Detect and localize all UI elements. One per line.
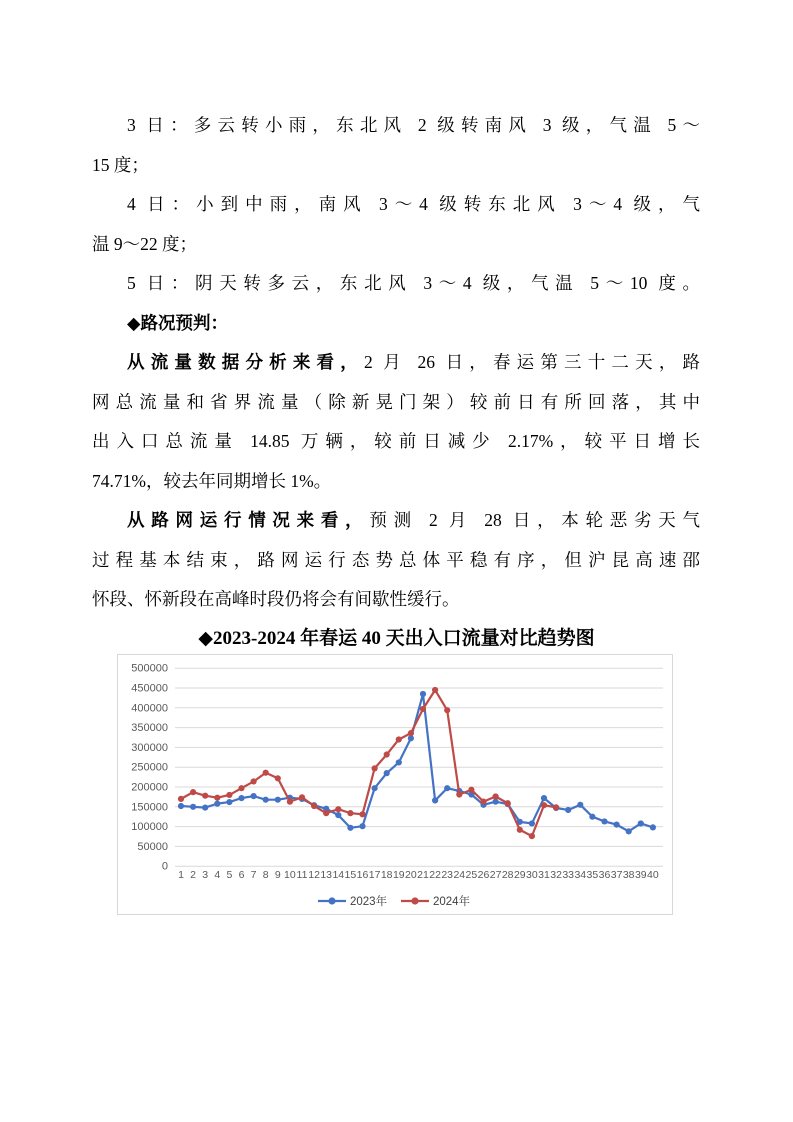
x-axis-tick-label: 9 bbox=[274, 869, 281, 881]
y-axis-tick-label: 500000 bbox=[131, 662, 168, 675]
text-segment: 3 日：多云转小雨，东北风 2 级转南风 3 级，气温 5～ bbox=[127, 115, 700, 135]
text-segment: 5 日：阴天转多云，东北风 3～4 级，气温 5～10 度。 bbox=[127, 273, 700, 293]
text-line bbox=[92, 146, 700, 186]
series-marker-2023年 bbox=[626, 828, 632, 834]
x-axis-tick-label: 24 bbox=[453, 869, 466, 881]
series-marker-2023年 bbox=[238, 795, 244, 801]
series-marker-2024年 bbox=[541, 802, 547, 808]
x-axis-tick-label: 18 bbox=[380, 869, 393, 881]
series-marker-2024年 bbox=[287, 799, 293, 805]
text-segment-bold: ◆路况预判： bbox=[127, 312, 228, 333]
series-marker-2023年 bbox=[335, 812, 341, 818]
text-line bbox=[92, 185, 700, 225]
x-axis-tick-label: 25 bbox=[465, 869, 478, 881]
series-marker-2024年 bbox=[517, 827, 523, 833]
text-line bbox=[92, 106, 700, 146]
legend-label-2024年: 2024年 bbox=[433, 896, 471, 908]
x-axis-tick-label: 30 bbox=[526, 869, 538, 881]
text-segment: 74.71%，较去年同期增长 1%。 bbox=[92, 470, 332, 491]
series-marker-2024年 bbox=[384, 751, 390, 757]
series-marker-2024年 bbox=[190, 789, 196, 795]
x-axis-tick-label: 26 bbox=[477, 869, 490, 881]
series-marker-2024年 bbox=[493, 793, 499, 799]
x-axis-tick-label: 20 bbox=[405, 869, 417, 881]
series-marker-2024年 bbox=[444, 707, 450, 713]
x-axis-tick-label: 7 bbox=[250, 869, 257, 881]
series-marker-2023年 bbox=[444, 785, 450, 791]
x-axis-tick-label: 10 bbox=[284, 869, 296, 881]
series-marker-2024年 bbox=[226, 792, 232, 798]
series-marker-2023年 bbox=[202, 804, 208, 810]
x-axis-tick-label: 34 bbox=[574, 869, 587, 881]
text-line bbox=[92, 264, 700, 304]
y-axis-tick-label: 0 bbox=[161, 860, 168, 873]
series-marker-2023年 bbox=[601, 818, 607, 824]
series-marker-2024年 bbox=[214, 795, 220, 801]
series-marker-2023年 bbox=[577, 802, 583, 808]
series-marker-2024年 bbox=[178, 796, 184, 802]
text-line bbox=[92, 501, 700, 541]
series-marker-2024年 bbox=[202, 793, 208, 799]
x-axis-tick-label: 22 bbox=[429, 869, 441, 881]
series-marker-2023年 bbox=[384, 770, 390, 776]
text-segment: 温 9～22 度； bbox=[92, 233, 197, 254]
x-axis-tick-label: 19 bbox=[392, 869, 405, 881]
series-marker-2023年 bbox=[347, 825, 353, 831]
series-marker-2023年 bbox=[178, 803, 184, 809]
series-line-2024年 bbox=[181, 690, 556, 836]
y-axis-tick-label: 100000 bbox=[131, 821, 168, 834]
series-marker-2023年 bbox=[275, 797, 281, 803]
y-axis-tick-label: 450000 bbox=[131, 682, 168, 695]
series-marker-2023年 bbox=[565, 807, 571, 813]
y-axis-tick-label: 250000 bbox=[131, 761, 168, 774]
series-marker-2023年 bbox=[359, 823, 365, 829]
x-axis-tick-label: 4 bbox=[214, 869, 221, 881]
x-axis-tick-label: 2 bbox=[190, 869, 197, 881]
text-line bbox=[92, 304, 700, 344]
text-segment: 2 月 26 日，春运第三十二天，路 bbox=[363, 352, 701, 372]
x-axis-tick-label: 21 bbox=[417, 869, 429, 881]
chart-svg bbox=[118, 655, 672, 914]
x-axis-tick-label: 13 bbox=[320, 869, 333, 881]
series-marker-2024年 bbox=[456, 791, 462, 797]
x-axis-tick-label: 12 bbox=[308, 869, 320, 881]
x-axis-tick-label: 29 bbox=[513, 869, 526, 881]
series-marker-2024年 bbox=[347, 810, 353, 816]
x-axis-tick-label: 14 bbox=[332, 869, 345, 881]
series-marker-2024年 bbox=[311, 803, 317, 809]
y-axis-tick-label: 300000 bbox=[131, 741, 168, 754]
x-axis-tick-label: 11 bbox=[296, 869, 308, 881]
x-axis-tick-label: 33 bbox=[562, 869, 575, 881]
y-axis-tick-label: 200000 bbox=[131, 781, 168, 794]
x-axis-tick-label: 6 bbox=[238, 869, 245, 881]
text-line bbox=[92, 343, 700, 383]
series-marker-2023年 bbox=[589, 814, 595, 820]
legend-marker-dot-2024年 bbox=[411, 897, 418, 904]
series-marker-2023年 bbox=[650, 824, 656, 830]
series-marker-2023年 bbox=[541, 795, 547, 801]
series-marker-2023年 bbox=[190, 804, 196, 810]
series-marker-2023年 bbox=[214, 801, 220, 807]
series-marker-2024年 bbox=[480, 799, 486, 805]
traffic-trend-chart bbox=[117, 654, 673, 915]
x-axis-tick-label: 38 bbox=[622, 869, 635, 881]
y-axis-tick-label: 400000 bbox=[131, 702, 168, 715]
text-line bbox=[92, 383, 700, 423]
series-marker-2023年 bbox=[251, 793, 257, 799]
x-axis-tick-label: 17 bbox=[368, 869, 381, 881]
series-line-2023年 bbox=[181, 694, 653, 831]
series-marker-2024年 bbox=[505, 800, 511, 806]
series-marker-2023年 bbox=[638, 820, 644, 826]
series-marker-2024年 bbox=[553, 804, 559, 810]
x-axis-tick-label: 28 bbox=[501, 869, 514, 881]
series-marker-2024年 bbox=[432, 687, 438, 693]
x-axis-tick-label: 27 bbox=[489, 869, 502, 881]
text-segment: 过程基本结束，路网运行态势总体平稳有序，但沪昆高速邵 bbox=[92, 549, 700, 570]
x-axis-tick-label: 35 bbox=[586, 869, 599, 881]
series-marker-2024年 bbox=[335, 806, 341, 812]
series-marker-2024年 bbox=[275, 775, 281, 781]
x-axis-tick-label: 31 bbox=[538, 869, 550, 881]
x-axis-tick-label: 16 bbox=[356, 869, 369, 881]
series-marker-2024年 bbox=[408, 730, 414, 736]
text-segment: 出入口总流量 14.85 万辆，较前日减少 2.17%，较平日增长 bbox=[92, 431, 700, 451]
legend-marker-dot-2023年 bbox=[328, 897, 335, 904]
series-marker-2023年 bbox=[372, 785, 378, 791]
text-segment: 4 日：小到中雨，南风 3～4 级转东北风 3～4 级，气 bbox=[127, 194, 700, 214]
x-axis-tick-label: 32 bbox=[550, 869, 562, 881]
text-segment-bold: 从流量数据分析来看， bbox=[127, 352, 364, 372]
document-lines bbox=[92, 106, 700, 620]
series-marker-2024年 bbox=[396, 736, 402, 742]
x-axis-tick-label: 15 bbox=[344, 869, 357, 881]
x-axis-tick-label: 40 bbox=[647, 869, 659, 881]
text-line bbox=[92, 422, 700, 462]
series-marker-2023年 bbox=[263, 797, 269, 803]
series-marker-2023年 bbox=[396, 759, 402, 765]
series-marker-2023年 bbox=[529, 820, 535, 826]
text-segment: 15 度； bbox=[92, 154, 149, 175]
series-marker-2024年 bbox=[251, 778, 257, 784]
series-marker-2023年 bbox=[420, 691, 426, 697]
text-segment: 网总流量和省界流量（除新晃门架）较前日有所回落，其中 bbox=[92, 391, 700, 412]
y-axis-tick-label: 150000 bbox=[131, 801, 168, 814]
series-marker-2024年 bbox=[372, 765, 378, 771]
text-line bbox=[92, 225, 700, 265]
series-marker-2024年 bbox=[238, 785, 244, 791]
x-axis-tick-label: 37 bbox=[610, 869, 623, 881]
series-marker-2023年 bbox=[432, 797, 438, 803]
series-marker-2024年 bbox=[263, 770, 269, 776]
x-axis-tick-label: 5 bbox=[226, 869, 233, 881]
text-line bbox=[92, 541, 700, 581]
x-axis-tick-label: 1 bbox=[178, 869, 184, 881]
y-axis-tick-label: 50000 bbox=[137, 840, 168, 853]
series-marker-2024年 bbox=[420, 706, 426, 712]
series-marker-2024年 bbox=[299, 794, 305, 800]
series-marker-2023年 bbox=[614, 822, 620, 828]
series-marker-2024年 bbox=[468, 787, 474, 793]
chart-title: ◆2023-2024 年春运 40 天出入口流量对比趋势图 bbox=[198, 628, 595, 649]
text-segment: 预测 2 月 28 日，本轮恶劣天气 bbox=[369, 510, 701, 530]
series-marker-2023年 bbox=[226, 799, 232, 805]
y-axis-tick-label: 350000 bbox=[131, 722, 168, 735]
series-marker-2024年 bbox=[529, 833, 535, 839]
legend-label-2023年: 2023年 bbox=[350, 896, 388, 908]
series-marker-2024年 bbox=[359, 811, 365, 817]
x-axis-tick-label: 39 bbox=[634, 869, 647, 881]
text-line bbox=[92, 462, 700, 502]
x-axis-tick-label: 36 bbox=[598, 869, 611, 881]
x-axis-tick-label: 8 bbox=[262, 869, 269, 881]
series-marker-2024年 bbox=[323, 810, 329, 816]
text-segment-bold: 从路网运行情况来看， bbox=[127, 510, 370, 530]
x-axis-tick-label: 3 bbox=[202, 869, 209, 881]
text-segment: 怀段、怀新段在高峰时段仍将会有间歇性缓行。 bbox=[92, 589, 460, 609]
text-line bbox=[92, 580, 700, 620]
x-axis-tick-label: 23 bbox=[441, 869, 454, 881]
